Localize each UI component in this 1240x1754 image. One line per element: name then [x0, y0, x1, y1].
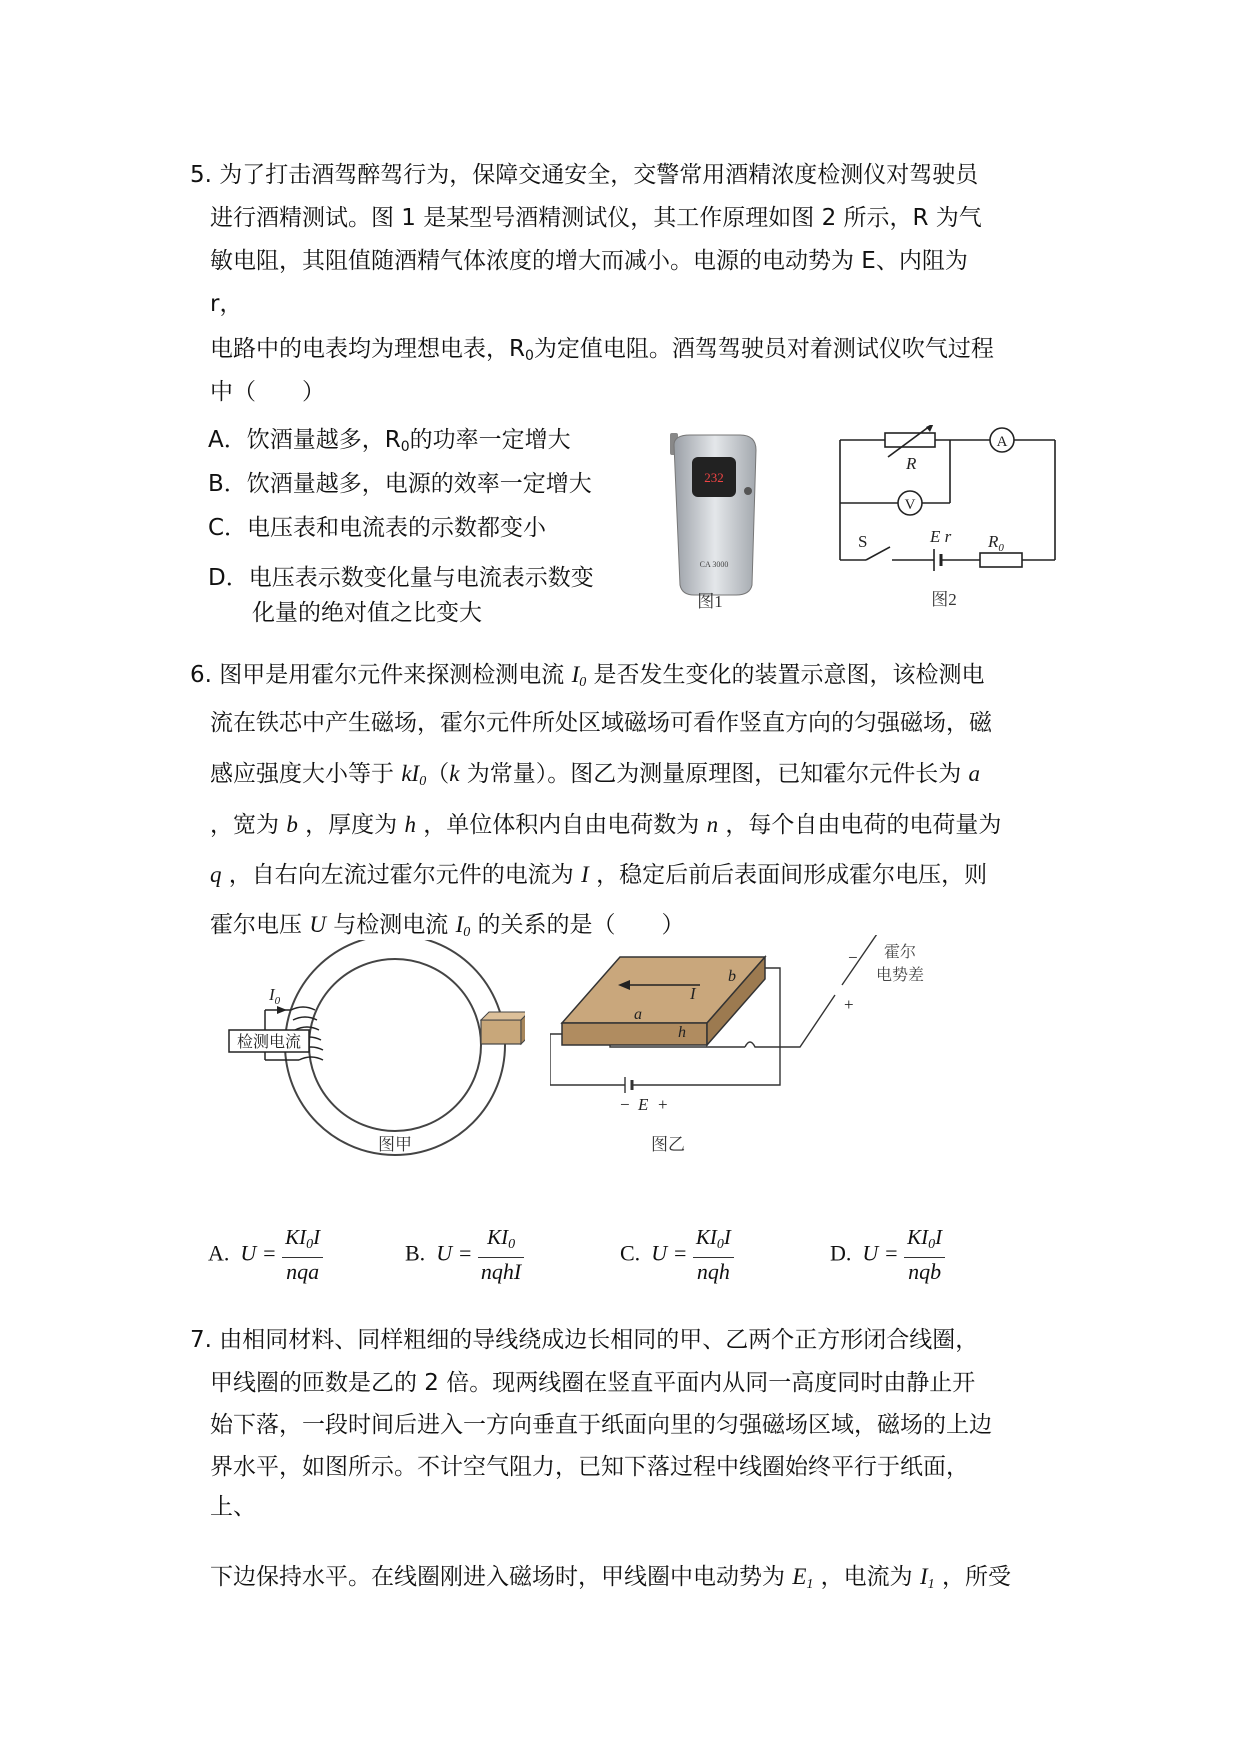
- ring-i0-label: $I_0$: [269, 985, 281, 1007]
- q7-line-6: 下边保持水平。在线圈刚进入磁场时，甲线圈中电动势为 $E_1$ ，电流为 $I_1$ ，所受: [210, 1564, 1011, 1592]
- hall-current-label: I: [690, 984, 696, 1003]
- figure-yi-hall-element: [550, 935, 960, 1160]
- q5-option-d-line-2: 化量的绝对值之比变大: [252, 600, 482, 626]
- q6-line-3: 感应强度大小等于 $kI_0(k$ 为常量）。图乙为测量原理图，已知霍尔元件长为 a: [210, 761, 981, 789]
- q6-option-a: A. U = $\frac{KI_0I}{\text{nqa}}$: [208, 1225, 323, 1286]
- q7-line-4: 界水平，如图所示。不计空气阻力，已知下落过程中线圈始终平行于纸面，: [210, 1454, 969, 1480]
- figure-jia-ring-core: [225, 940, 525, 1160]
- resistor-r0-label: $R_0$: [988, 532, 1004, 554]
- ammeter-label: A: [996, 434, 1008, 450]
- q6-line-1: 6. 图甲是用霍尔元件来探测检测电流 $I_0$ 是否发生变化的装置示意图，该检测电: [190, 662, 985, 690]
- q7-line-3: 始下落，一段时间后进入一方向垂直于纸面向里的匀强磁场区域，磁场的上边: [210, 1412, 992, 1438]
- hall-width-label: b: [728, 968, 736, 985]
- q6-line-5: q ，自右向左流过霍尔元件的电流为 I ，稳定后前后表面间形成霍尔电压，则: [210, 862, 988, 888]
- hall-length-label: a: [634, 1006, 642, 1023]
- hall-terminal-minus: −: [848, 948, 858, 967]
- source-plus: +: [658, 1095, 668, 1114]
- hall-label-line-1: 霍尔: [883, 944, 917, 961]
- device-display: 232: [704, 470, 724, 485]
- q6-line-4: ，宽为 b ，厚度为 h ，单位体积内自由电荷数为 n ，每个自由电荷的电荷量为: [210, 812, 1002, 838]
- q6-line-2: 流在铁芯中产生磁场，霍尔元件所处区域磁场可看作竖直方向的匀强磁场，磁: [210, 710, 992, 736]
- q6-option-c: C. U = $\frac{KI_0I}{\text{nqh}}$: [620, 1225, 734, 1286]
- figure-jia-caption: 图甲: [378, 1135, 412, 1154]
- figure-yi-caption: 图乙: [651, 1135, 685, 1154]
- q5-line-4: r，: [210, 291, 243, 317]
- q5-line-5: 电路中的电表均为理想电表，$R_0$为定值电阻。酒驾驾驶员对着测试仪吹气过程: [210, 336, 994, 364]
- q5-option-d-line-1: D．电压表示数变化量与电流表示数变: [208, 565, 594, 591]
- q5-option-a: A．饮酒量越多，$R_0$的功率一定增大: [208, 427, 571, 455]
- source-e-label: E: [638, 1095, 649, 1114]
- q6-option-b: B. U = $\frac{KI_0}{\text{nqhI}}$: [405, 1225, 524, 1286]
- q5-line-6: 中（ ）: [210, 379, 325, 405]
- q5-option-c: C．电压表和电流表的示数都变小: [208, 515, 547, 541]
- device-model-label: CA 3000: [699, 560, 729, 569]
- q5-line-2: 进行酒精测试。图 1 是某型号酒精测试仪，其工作原理如图 2 所示，R 为气: [210, 205, 982, 231]
- q5-option-b: B．饮酒量越多，电源的效率一定增大: [208, 471, 592, 497]
- source-minus: −: [620, 1095, 630, 1114]
- source-label: E r: [930, 527, 952, 546]
- q7-line-2: 甲线圈的匝数是乙的 2 倍。现两线圈在竖直平面内从同一高度同时由静止开: [210, 1370, 976, 1396]
- q7-line-1: 7. 由相同材料、同样粗细的导线绕成边长相同的甲、乙两个正方形闭合线圈，: [190, 1327, 979, 1353]
- detection-current-label: 检测电流: [236, 1034, 302, 1051]
- hall-terminal-plus: +: [844, 995, 854, 1014]
- q6-line-6: 霍尔电压 U 与检测电流 $I_0$ 的关系的是（ ）: [210, 912, 685, 940]
- voltmeter-label: V: [904, 497, 916, 513]
- figure-2-caption: 图2: [931, 590, 957, 609]
- hall-thickness-label: h: [678, 1024, 686, 1041]
- q5-line-3: 敏电阻，其阻值随酒精气体浓度的增大而减小。电源的电动势为 E、内阻为: [210, 248, 968, 274]
- figure-2-circuit: [830, 425, 1070, 615]
- q5-line-1: 5. 为了打击酒驾醉驾行为，保障交通安全，交警常用酒精浓度检测仪对驾驶员: [190, 162, 979, 188]
- q7-line-5: 上、: [210, 1494, 256, 1520]
- figure-1-caption: 图1: [697, 592, 723, 610]
- switch-label: S: [858, 532, 868, 551]
- q6-option-d: D. U = $\frac{KI_0I}{\text{nqb}}$: [830, 1225, 945, 1286]
- hall-label-line-2: 电势差: [875, 967, 925, 984]
- resistor-r-label: R: [906, 454, 917, 473]
- figure-1-breathalyzer: [660, 425, 770, 610]
